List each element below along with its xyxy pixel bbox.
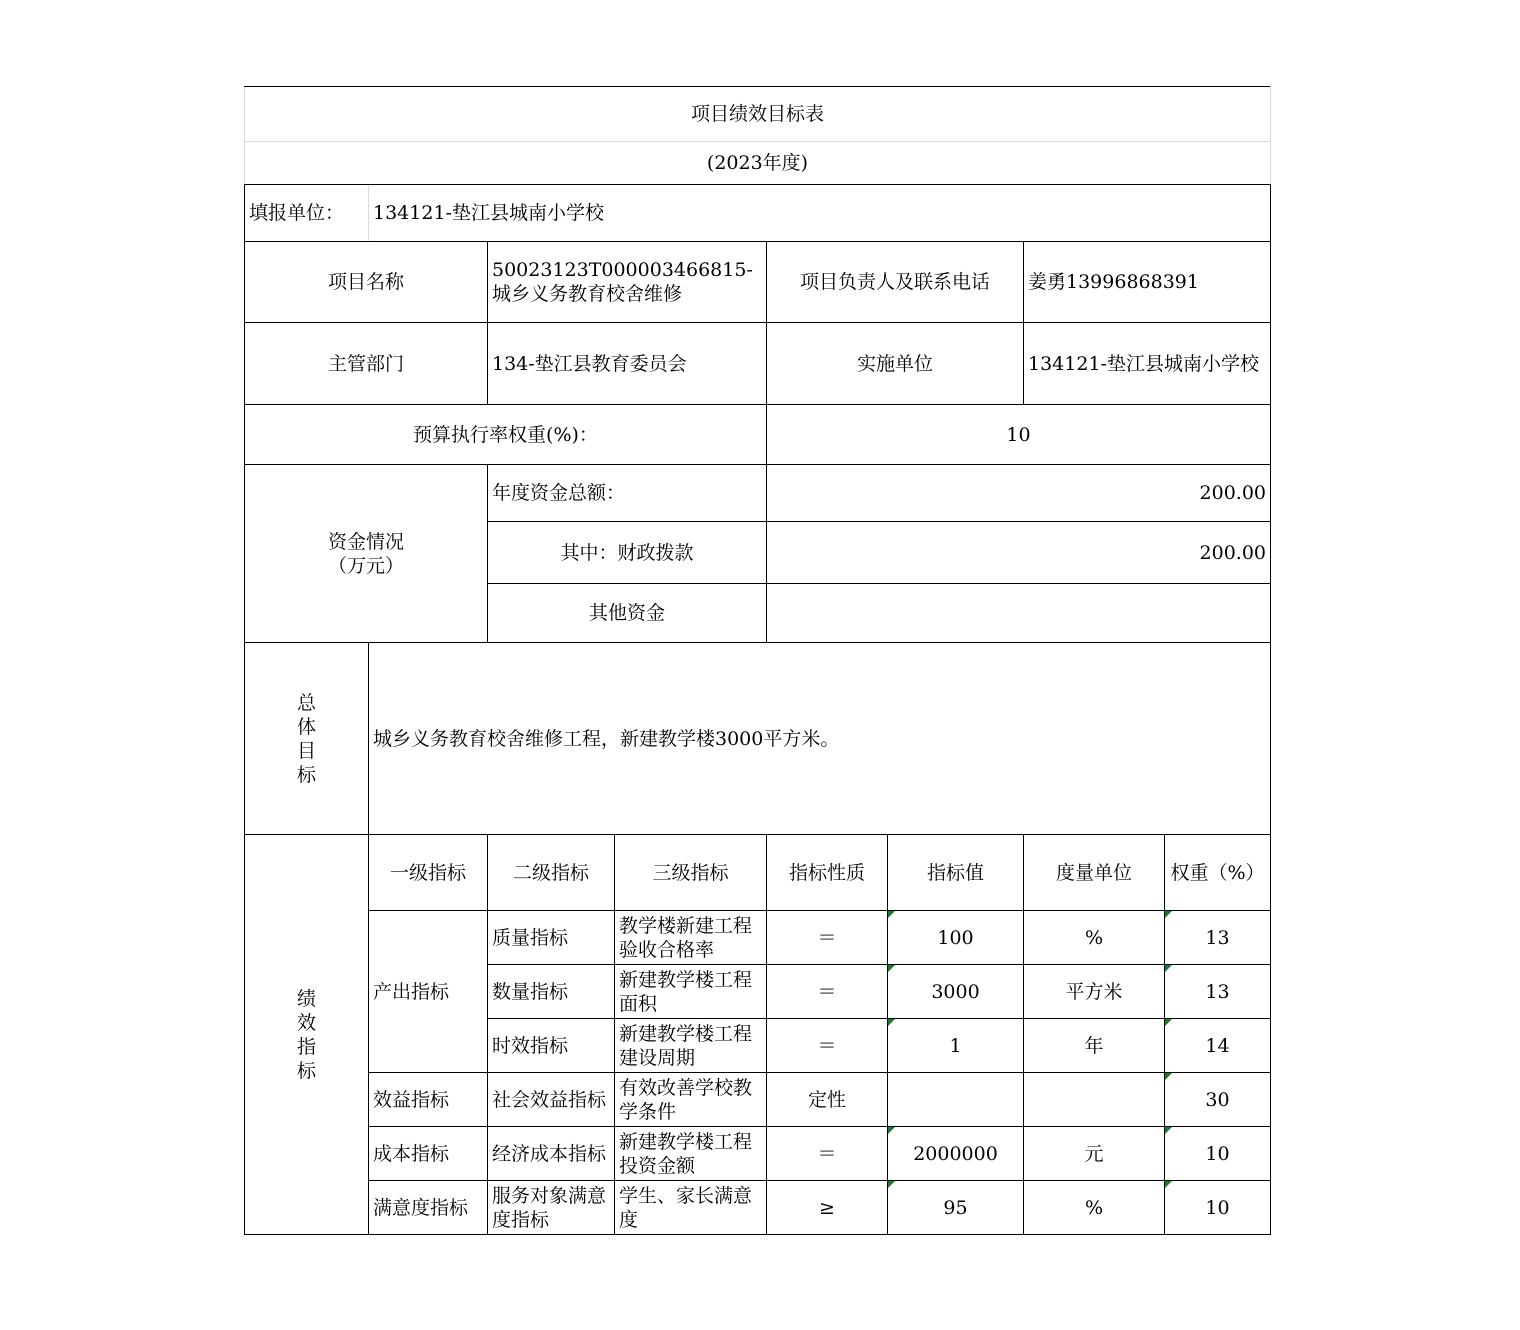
other-funds-value: [767, 584, 1271, 643]
value-cell: 100: [888, 911, 1024, 965]
weight-cell: 13: [1165, 911, 1271, 965]
weight-cell: 30: [1165, 1073, 1271, 1127]
value-cell: 3000: [888, 965, 1024, 1019]
nature-cell: ≥: [767, 1181, 888, 1235]
level1-output: 产出指标: [369, 911, 488, 1073]
level2-cell: 服务对象满意度指标: [488, 1181, 615, 1235]
fiscal-funds-label: 其中：财政拨款: [488, 522, 767, 584]
level1-cost: 成本指标: [369, 1127, 488, 1181]
fiscal-funds-value: 200.00: [767, 522, 1271, 584]
nature-cell: ＝: [767, 911, 888, 965]
funds-unit: （万元）: [327, 554, 404, 577]
overall-goal-label-cell: [245, 643, 369, 835]
level1-benefit: 效益指标: [369, 1073, 488, 1127]
level3-cell: 学生、家长满意度: [615, 1181, 767, 1235]
value-cell: 2000000: [888, 1127, 1024, 1181]
unit-cell: 年: [1024, 1019, 1165, 1073]
header-level1: 一级指标: [369, 835, 488, 911]
level2-cell: 时效指标: [488, 1019, 615, 1073]
unit-cell: 平方米: [1024, 965, 1165, 1019]
level1-satisfaction: 满意度指标: [369, 1181, 488, 1235]
level3-cell: 新建教学楼工程投资金额: [615, 1127, 767, 1181]
level3-cell: 新建教学楼工程面积: [615, 965, 767, 1019]
level3-cell: 教学楼新建工程验收合格率: [615, 911, 767, 965]
overall-goal-text: 城乡义务教育校舍维修工程，新建教学楼3000平方米。: [369, 643, 1271, 835]
weight-cell: 10: [1165, 1127, 1271, 1181]
unit-cell: %: [1024, 911, 1165, 965]
table-row: [245, 1181, 1271, 1235]
level3-cell: 有效改善学校教学条件: [615, 1073, 767, 1127]
header-level3: 三级指标: [615, 835, 767, 911]
value-cell: 95: [888, 1181, 1024, 1235]
budget-rate-label: 预算执行率权重(%)：: [245, 405, 767, 465]
implementing-unit-label: 实施单位: [767, 323, 1024, 405]
reporting-unit-label: 填报单位：: [245, 185, 369, 242]
nature-cell: 定性: [767, 1073, 888, 1127]
header-nature: 指标性质: [767, 835, 888, 911]
annual-funds-value: 200.00: [767, 465, 1271, 522]
performance-goal-table: [244, 86, 1271, 1235]
other-funds-label: 其他资金: [488, 584, 767, 643]
header-value: 指标值: [888, 835, 1024, 911]
nature-cell: ＝: [767, 1019, 888, 1073]
level2-cell: 社会效益指标: [488, 1073, 615, 1127]
level2-cell: 质量指标: [488, 911, 615, 965]
project-name-value: 50023123T000003466815-城乡义务教育校舍维修: [488, 242, 767, 323]
unit-cell: %: [1024, 1181, 1165, 1235]
value-cell: [888, 1073, 1024, 1127]
fiscal-year: (2023年度): [245, 142, 1271, 185]
project-leader-value: 姜勇13996868391: [1024, 242, 1271, 323]
level2-cell: 数量指标: [488, 965, 615, 1019]
department-label: 主管部门: [245, 323, 488, 405]
implementing-unit-value: 134121-垫江县城南小学校: [1024, 323, 1271, 405]
nature-cell: ＝: [767, 965, 888, 1019]
value-cell: 1: [888, 1019, 1024, 1073]
funds-label: 资金情况: [327, 530, 404, 553]
level3-cell: 新建教学楼工程建设周期: [615, 1019, 767, 1073]
table-row: [245, 1127, 1271, 1181]
table-row: [245, 911, 1271, 965]
project-name-label: 项目名称: [245, 242, 488, 323]
table-row: [245, 1073, 1271, 1127]
department-value: 134-垫江县教育委员会: [488, 323, 767, 405]
level2-cell: 经济成本指标: [488, 1127, 615, 1181]
header-unit: 度量单位: [1024, 835, 1165, 911]
annual-funds-label: 年度资金总额：: [488, 465, 767, 522]
performance-label: 绩效指标: [296, 987, 316, 1082]
performance-label-cell: [245, 835, 369, 1235]
unit-cell: [1024, 1073, 1165, 1127]
weight-cell: 13: [1165, 965, 1271, 1019]
nature-cell: ＝: [767, 1127, 888, 1181]
project-leader-label: 项目负责人及联系电话: [767, 242, 1024, 323]
header-weight: 权重（%）: [1165, 835, 1271, 911]
overall-goal-label: 总体目标: [296, 691, 316, 786]
reporting-unit-value: 134121-垫江县城南小学校: [369, 185, 1271, 242]
weight-cell: 10: [1165, 1181, 1271, 1235]
header-level2: 二级指标: [488, 835, 615, 911]
performance-goal-sheet: [244, 86, 1270, 1235]
funds-label-cell: [245, 465, 488, 643]
budget-rate-value: 10: [767, 405, 1271, 465]
unit-cell: 元: [1024, 1127, 1165, 1181]
page-title: 项目绩效目标表: [245, 87, 1271, 142]
weight-cell: 14: [1165, 1019, 1271, 1073]
